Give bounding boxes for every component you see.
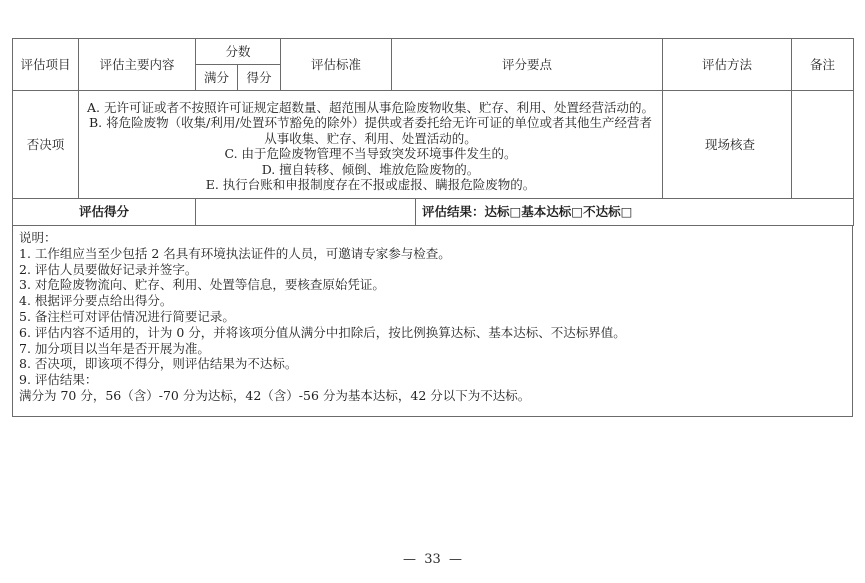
header-cell-got-score: 得分 bbox=[238, 65, 281, 91]
evaluation-table bbox=[12, 38, 854, 199]
header-cell-score-group: 分数 bbox=[196, 39, 281, 65]
note-line-7: 7. 加分项目以当年是否开展为准。 bbox=[19, 340, 210, 356]
note-line-3: 3. 对危险废物流向、贮存、利用、处置等信息，要核查原始凭证。 bbox=[19, 277, 385, 293]
method-cell: 现场核查 bbox=[663, 91, 792, 199]
score-row-table bbox=[12, 198, 854, 226]
content-line-d: D. 擅自转移、倾倒、堆放危险废物的。 bbox=[261, 161, 480, 177]
result-cell: 评估结果：达标□基本达标□不达标□ bbox=[416, 199, 854, 226]
score-label-cell: 评估得分 bbox=[13, 199, 196, 226]
veto-item-cell: 否决项 bbox=[13, 91, 79, 199]
remark-cell bbox=[792, 91, 854, 199]
veto-content-cell bbox=[79, 91, 663, 199]
page-number: — 33 — bbox=[402, 552, 463, 567]
content-line-e: E. 执行台账和申报制度存在不报或虚报、瞒报危险废物的。 bbox=[205, 177, 536, 192]
note-line-2: 2. 评估人员要做好记录并签字。 bbox=[19, 261, 198, 277]
note-line-10: 满分为 70 分，56（含）-70 分为达标，42（含）-56 分为基本达标，42 分以下为不达标。 bbox=[19, 387, 531, 403]
score-value-cell bbox=[196, 199, 416, 226]
header-cell-standard: 评估标准 bbox=[281, 39, 392, 91]
header-cell-item: 评估项目 bbox=[13, 39, 79, 91]
notes-title: 说明： bbox=[19, 230, 57, 245]
header-cell-remark: 备注 bbox=[792, 39, 854, 91]
header-cell-points: 评分要点 bbox=[392, 39, 663, 91]
header-cell-content: 评估主要内容 bbox=[79, 39, 196, 91]
note-line-8: 8. 否决项，即该项不得分，则评估结果为不达标。 bbox=[19, 356, 298, 372]
note-line-6: 6. 评估内容不适用的，计为 0 分，并将该项分值从满分中扣除后，按比例换算达标、基本达标、不达标界值。 bbox=[19, 324, 626, 340]
notes-box bbox=[12, 225, 853, 417]
content-line-c: C. 由于危险废物管理不当导致突发环境事件发生的。 bbox=[224, 146, 517, 161]
content-line-b: B. 将危险废物（收集/利用/处置环节豁免的除外）提供或者委托给无许可证的单位或者其他生产经营者从事收集、贮存、利用、处置活动的。 bbox=[88, 115, 653, 146]
content-line-a: A. 无许可证或者不按照许可证规定超数量、超范围从事危险废物收集、贮存、利用、处置经营活动的。 bbox=[87, 99, 654, 115]
note-line-1: 1. 工作组应当至少包括 2 名具有环境执法证件的人员，可邀请专家参与检查。 bbox=[19, 245, 451, 261]
header-cell-method: 评估方法 bbox=[663, 39, 792, 91]
header-cell-full-score: 满分 bbox=[196, 65, 238, 91]
note-line-9: 9. 评估结果： bbox=[19, 372, 98, 388]
evaluation-form bbox=[12, 38, 853, 417]
note-line-5: 5. 备注栏可对评估情况进行简要记录。 bbox=[19, 308, 235, 324]
note-line-4: 4. 根据评分要点给出得分。 bbox=[19, 293, 173, 309]
